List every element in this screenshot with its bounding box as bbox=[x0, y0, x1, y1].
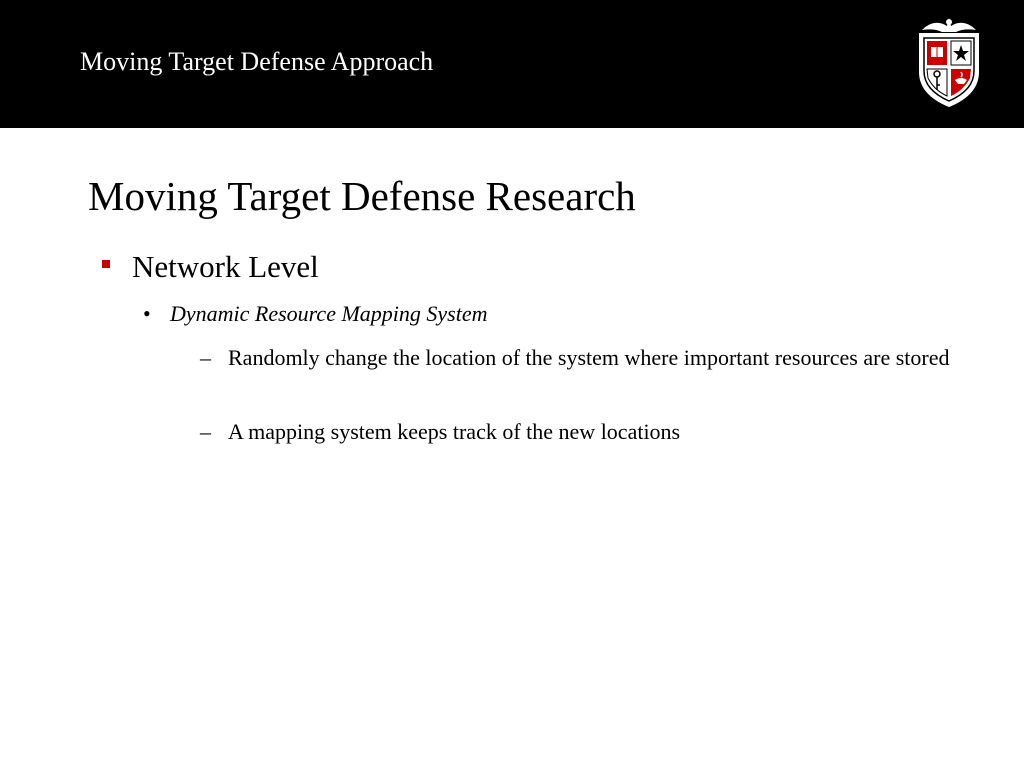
bullet-text: Dynamic Resource Mapping System bbox=[170, 301, 488, 326]
bullet-randomly-change-location bbox=[200, 342, 980, 404]
header-bar bbox=[0, 0, 1024, 128]
bullet-mapping-system-tracks bbox=[200, 416, 980, 447]
slide-title: Moving Target Defense Research bbox=[88, 173, 636, 219]
dash-bullet-icon: – bbox=[200, 419, 211, 444]
square-bullet-icon bbox=[102, 260, 110, 268]
bullet-text: A mapping system keeps track of the new locations bbox=[228, 419, 681, 444]
bullet-text: Randomly change the location of the system where important resources are stored bbox=[228, 345, 950, 370]
dash-bullet-icon: – bbox=[200, 345, 211, 370]
bullet-text: Network Level bbox=[132, 249, 319, 284]
university-shield-seal-icon bbox=[914, 14, 984, 110]
round-bullet-icon: • bbox=[143, 301, 151, 326]
header-title: Moving Target Defense Approach bbox=[80, 47, 434, 76]
